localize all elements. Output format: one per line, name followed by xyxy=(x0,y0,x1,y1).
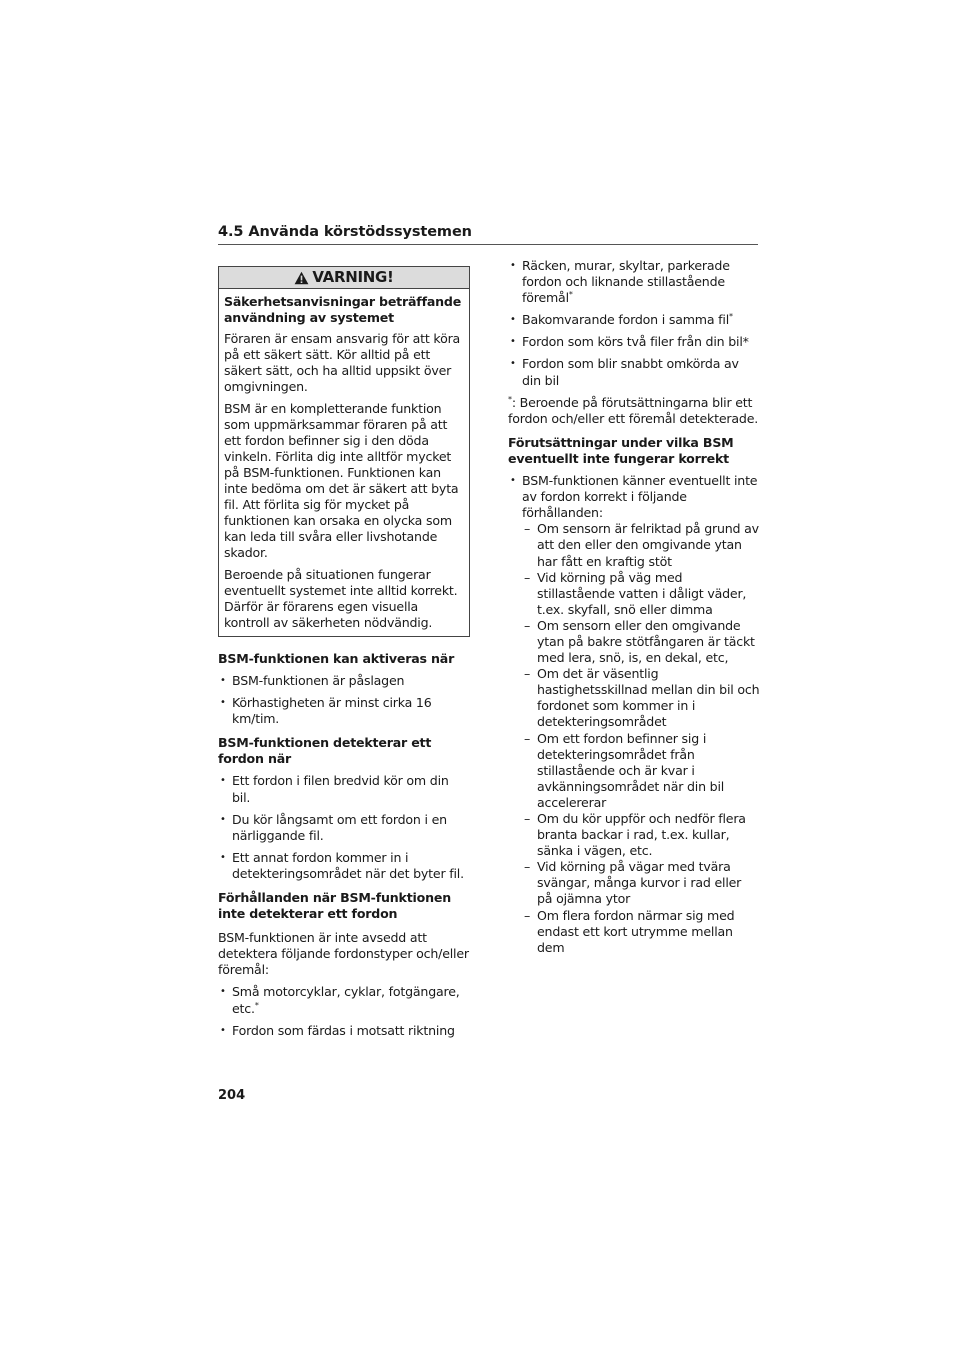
activation-list xyxy=(218,673,470,727)
detection-list xyxy=(218,773,470,882)
sub-list-item: – Om flera fordon närmar sig med endast ett kort utrymme mellan dem xyxy=(522,908,760,956)
list-item xyxy=(218,984,470,1016)
activation-heading: BSM-funktionen kan aktiveras när xyxy=(218,650,455,666)
malfunction-list xyxy=(508,473,760,956)
warning-paragraph: Föraren är ensam ansvarig för att köra på ett säkert sätt. Kör alltid på ett säkert sätt, och ha alltid uppsikt över omgivningen. xyxy=(224,331,461,395)
sub-list-item: – Om det är väsentlig hastighetsskillnad mellan din bil och fordonet som kommer in i detekteringsområdet xyxy=(522,666,760,730)
footnote-marker: * xyxy=(508,394,512,404)
right-column xyxy=(508,258,760,956)
sub-list-item: – Vid körning på vägar med tvära svängar, många kurvor i rad eller på ojämna ytor xyxy=(522,859,760,907)
list-item-text: Små motorcyklar, cyklar, fotgängare, etc. xyxy=(232,984,460,1016)
list-item: • Du kör långsamt om ett fordon i en närliggande fil. xyxy=(218,812,470,844)
footnote-marker: * xyxy=(729,312,733,322)
list-item-text: Fordon som färdas i motsatt riktning xyxy=(232,1022,455,1038)
warning-header xyxy=(219,267,469,289)
warning-heading: Säkerhetsanvisningar beträffande användning av systemet xyxy=(224,294,462,326)
sub-list-item: – Vid körning på väg med stillastående vatten i dåligt väder, t.ex. skyfall, snö eller dimma xyxy=(522,570,760,618)
no-detection-list-right xyxy=(508,258,760,389)
list-item xyxy=(508,473,760,956)
no-detection-intro: BSM-funktionen är inte avsedd att detektera följande fordonstyper och/eller föremål: xyxy=(218,930,469,978)
list-item-text: Fordon som körs två filer från din bil* xyxy=(522,334,749,350)
list-item: • BSM-funktionen är påslagen xyxy=(218,673,470,689)
list-item-text: BSM-funktionen känner eventuellt inte av fordon korrekt i följande förhållanden: xyxy=(522,473,758,521)
warning-paragraph: Beroende på situationen fungerar eventuellt systemet inte alltid korrekt. Därför är förarens egen visuella kontroll av säkerheten nödvändig. xyxy=(224,566,458,630)
footnote xyxy=(508,395,760,427)
section-header xyxy=(218,224,758,245)
list-item xyxy=(218,1023,470,1039)
list-item-text: Bakomvarande fordon i samma fil xyxy=(522,312,730,328)
list-item xyxy=(508,312,760,328)
list-item xyxy=(508,258,760,306)
left-column xyxy=(218,266,470,1039)
footnote-marker: * xyxy=(568,290,573,300)
list-item xyxy=(508,334,760,350)
no-detection-list-left xyxy=(218,984,470,1038)
section-title: 4.5 Använda körstödssystemen xyxy=(218,224,472,240)
malfunction-heading: Förutsättningar under vilka BSM eventuellt inte fungerar korrekt xyxy=(508,434,734,466)
detection-heading: BSM-funktionen detekterar ett fordon när xyxy=(218,735,432,767)
warning-body xyxy=(219,289,469,636)
list-item: • Ett annat fordon kommer in i detekteringsområdet när det byter fil. xyxy=(218,850,470,882)
sub-list-item: – Om du kör uppför och nedför flera branta backar i rad, t.ex. kullar, sänka i vägen, etc. xyxy=(522,811,760,859)
no-detection-heading: Förhållanden när BSM-funktionen inte detekterar ett fordon xyxy=(218,890,451,922)
sub-list xyxy=(522,521,760,956)
list-item: • Ett fordon i filen bredvid kör om din bil. xyxy=(218,773,470,805)
warning-label: VARNING! xyxy=(312,268,394,287)
page-number: 204 xyxy=(218,1088,246,1103)
list-item xyxy=(508,356,760,388)
warning-paragraph: BSM är en kompletterande funktion som uppmärksammar föraren på att ett fordon befinner sig i den döda vinkeln. Förlita dig inte alltför mycket på BSM-funktionen. Funktionen kan inte bedöma om det är säkert att byta fil. Att förlita sig för mycket på funktionen kan orsaka en olycka som kan leda till svåra eller livshotande skador. xyxy=(224,400,459,561)
warning-triangle-icon xyxy=(294,271,309,285)
list-item: • Körhastigheten är minst cirka 16 km/tim. xyxy=(218,695,470,727)
list-item-text: Räcken, murar, skyltar, parkerade fordon och liknande stillastående föremål xyxy=(522,258,730,306)
list-item-text: Fordon som blir snabbt omkörda av din bil xyxy=(522,356,739,388)
sub-list-item: – Om sensorn är felriktad på grund av att den eller den omgivande ytan har fått en kraftig stöt xyxy=(522,521,760,569)
footnote-text: : Beroende på förutsättningarna blir ett fordon och/eller ett föremål detekterade. xyxy=(508,394,759,426)
sub-list-item: – Om ett fordon befinner sig i detekteringsområdet från stillastående och är kvar i avkänningsområdet när din bil accelererar xyxy=(522,731,760,811)
sub-list-item: – Om sensorn eller den omgivande ytan på bakre stötfångaren är täckt med lera, snö, is, en dekal, etc, xyxy=(522,618,760,666)
warning-box xyxy=(218,266,470,637)
footnote-marker: * xyxy=(254,1000,259,1010)
